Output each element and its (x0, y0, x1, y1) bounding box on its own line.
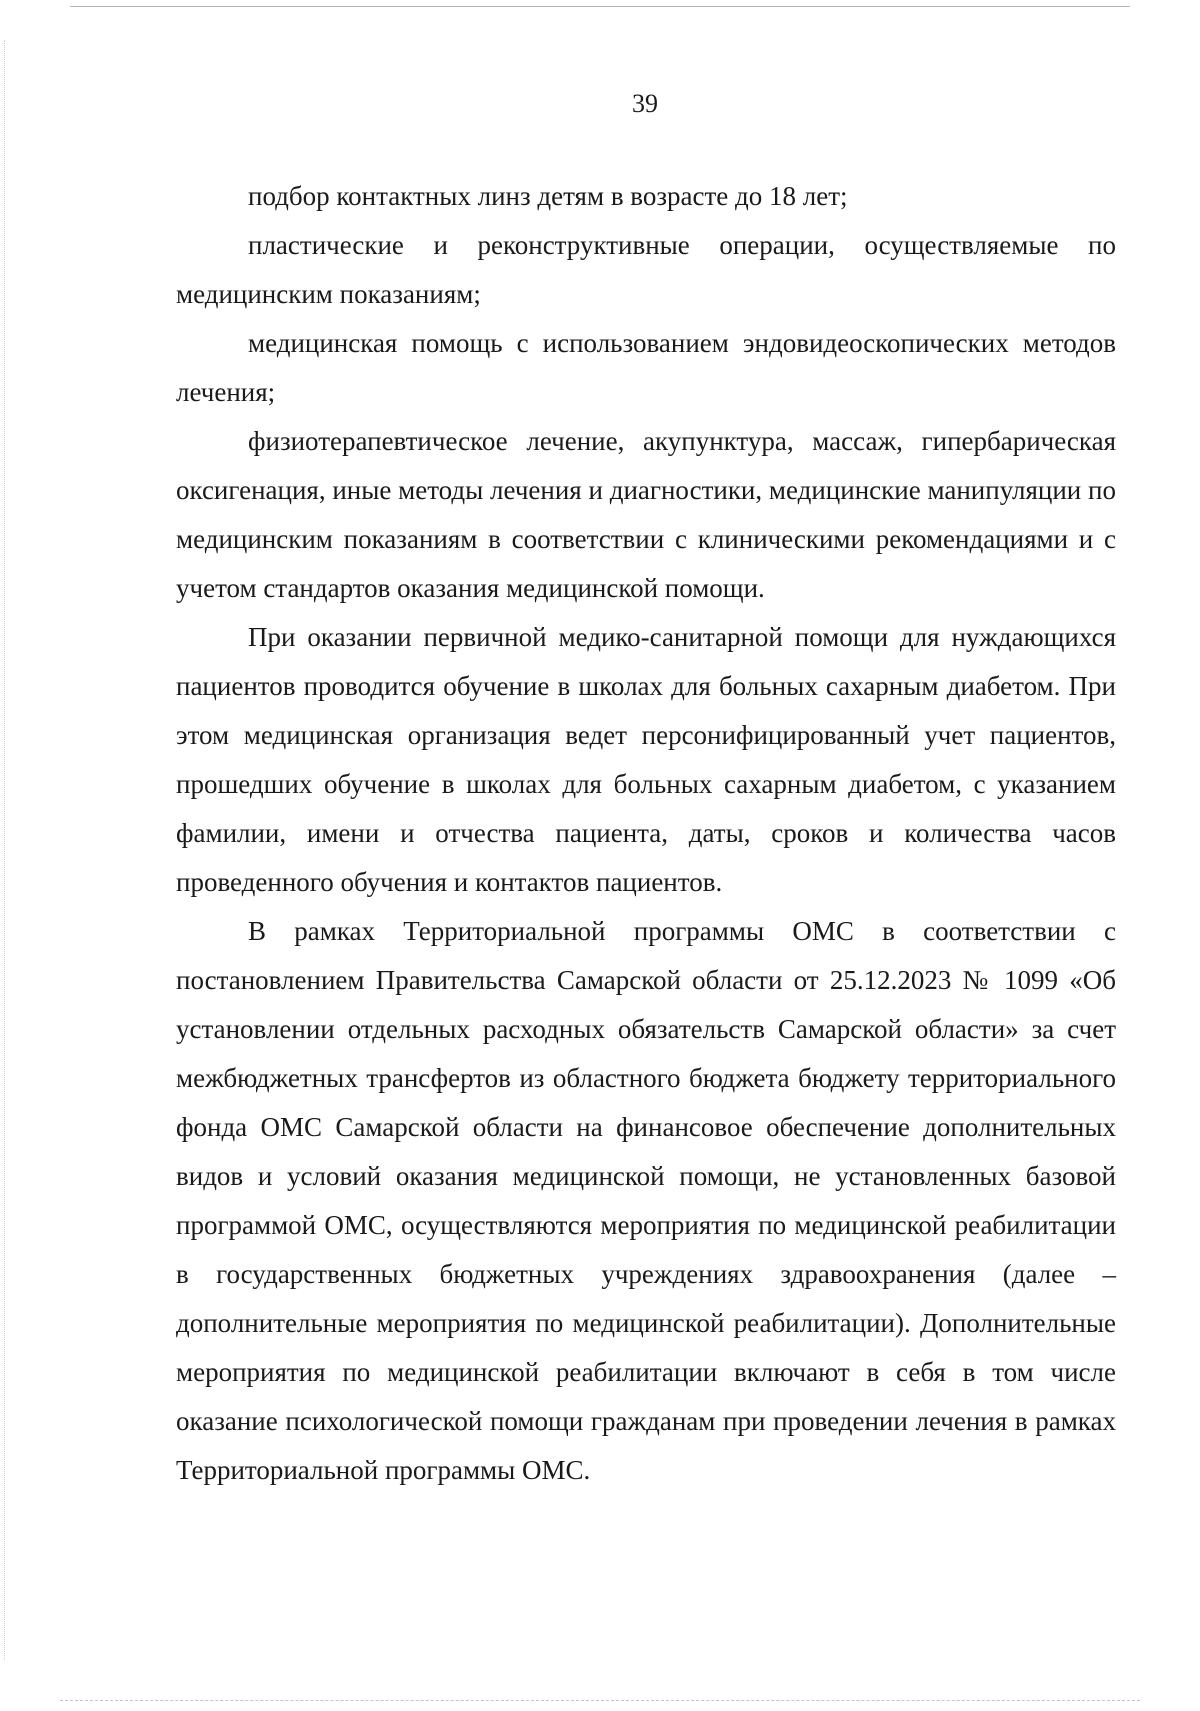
scan-artifact-top-line (70, 6, 1130, 7)
scan-artifact-bottom-line (60, 1700, 1140, 1701)
paragraph-medical-rehabilitation: В рамках Территориальной программы ОМС в соответствии с постановлением Правительства Самарской области от 25.12.2023 № 1099 «Об установлении отдельных расходных обязательств Самарской области» за счет межбюджетных трансфертов из областного бюджета бюджету территориального фонда ОМС Самарской области на финансовое обеспечение дополнительных видов и условий оказания медицинской помощи, не установленных базовой программой ОМС, осуществляются мероприятия по медицинской реабилитации в государственных бюджетных учреждениях здравоохранения (далее – дополнительные мероприятия по медицинской реабилитации). Дополнительные мероприятия по медицинской реабилитации включают в себя в том числе оказание психологической помощи гражданам при проведении лечения в рамках Территориальной программы ОМС. (176, 916, 1116, 1485)
page-number: 39 (632, 89, 658, 118)
document-body (176, 172, 1116, 1495)
paragraph-contact-lenses: подбор контактных линз детям в возрасте до 18 лет; (248, 181, 848, 211)
paragraph-physiotherapy: физиотерапевтическое лечение, акупунктура, массаж, гипербарическая оксигенация, иные методы лечения и диагностики, медицинские манипуляции по медицинским показаниям в соответствии с клиническими рекомендациями и с учетом стандартов оказания медицинской помощи. (176, 426, 1116, 603)
paragraph-diabetes-schools: При оказании первичной медико-санитарной помощи для нуждающихся пациентов проводится обучение в школах для больных сахарным диабетом. При этом медицинская организация ведет персонифицированный учет пациентов, прошедших обучение в школах для больных сахарным диабетом, с указанием фамилии, имени и отчества пациента, даты, сроков и количества часов проведенного обучения и контактов пациентов. (176, 622, 1116, 897)
paragraph-endovideoscopic: медицинская помощь с использованием эндовидеоскопических методов лечения; (176, 328, 1116, 407)
paragraph-plastic-surgery: пластические и реконструктивные операции, осуществляемые по медицинским показаниям; (176, 230, 1116, 309)
scan-artifact-left-edge (4, 40, 5, 1660)
